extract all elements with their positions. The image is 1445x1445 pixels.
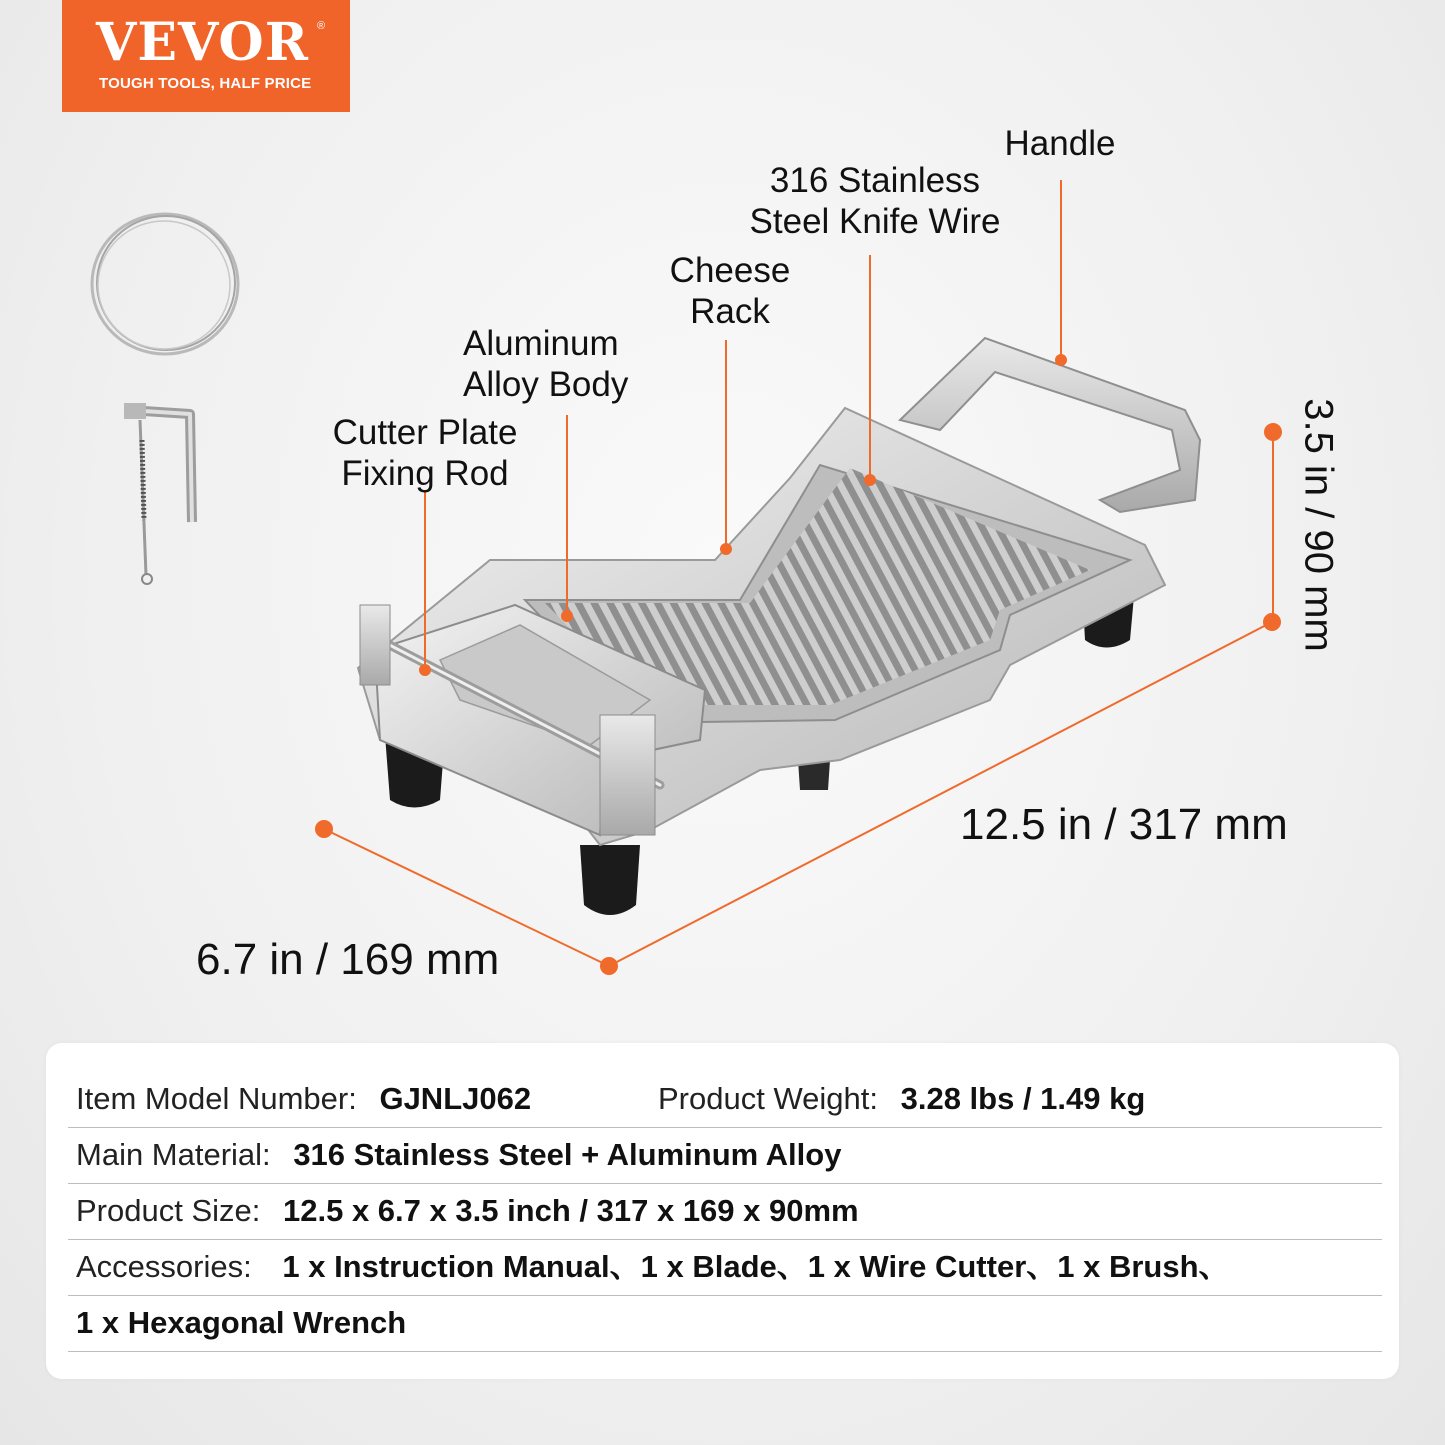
callout-handle <box>985 123 1135 164</box>
brand-name: VEVOR <box>96 12 309 73</box>
accessories-label: Accessories: <box>76 1249 252 1284</box>
spec-row-size <box>68 1183 1382 1240</box>
callout-cheese-rack <box>640 250 820 332</box>
callout-cheese-rack-line2: Rack <box>690 292 770 331</box>
callout-fixing-rod <box>315 412 535 494</box>
callout-body-line1: Aluminum <box>463 324 619 363</box>
callout-knife-wire <box>725 160 1025 242</box>
brand-tagline: TOUGH TOOLS, HALF PRICE <box>99 75 312 92</box>
material-value: 316 Stainless Steel + Aluminum Alloy <box>293 1137 842 1172</box>
model-value: GJNLJ062 <box>379 1081 532 1116</box>
size-label: Product Size: <box>76 1193 261 1228</box>
wire-coil-icon <box>92 214 238 354</box>
accessories-value-2: 1 x Hexagonal Wrench <box>76 1305 407 1340</box>
model-label: Item Model Number: <box>76 1081 357 1116</box>
dimension-width: 6.7 in / 169 mm <box>196 935 500 984</box>
weight-label: Product Weight: <box>658 1081 878 1116</box>
spec-row-accessories <box>68 1239 1382 1296</box>
callout-body <box>463 323 663 405</box>
registered-mark: ® <box>317 20 326 32</box>
callout-knife-wire-line1: 316 Stainless <box>769 161 981 200</box>
hex-wrench-icon <box>124 403 192 522</box>
accessories-value: 1 x Instruction Manual、1 x Blade、1 x Wire Cutter、1 x Brush、 <box>282 1249 1230 1284</box>
weight-value: 3.28 lbs / 1.49 kg <box>900 1081 1146 1116</box>
callout-cheese-rack-line1: Cheese <box>669 251 791 290</box>
dimension-height: 3.5 in / 90 mm <box>1296 398 1341 652</box>
spec-row-material <box>68 1127 1382 1184</box>
spec-row-model <box>68 1071 1382 1128</box>
spec-table <box>46 1043 1399 1379</box>
callout-handle-text: Handle <box>1004 124 1116 163</box>
callout-rod-line2: Fixing Rod <box>341 454 509 493</box>
size-value: 12.5 x 6.7 x 3.5 inch / 317 x 169 x 90mm <box>283 1193 859 1228</box>
dimension-length: 12.5 in / 317 mm <box>960 800 1288 849</box>
brush-icon <box>140 420 152 584</box>
callout-knife-wire-line2: Steel Knife Wire <box>749 202 1001 241</box>
material-label: Main Material: <box>76 1137 271 1172</box>
callout-rod-line1: Cutter Plate <box>332 413 518 452</box>
spec-row-accessories-cont <box>68 1295 1382 1352</box>
callout-body-line2: Alloy Body <box>463 365 629 404</box>
